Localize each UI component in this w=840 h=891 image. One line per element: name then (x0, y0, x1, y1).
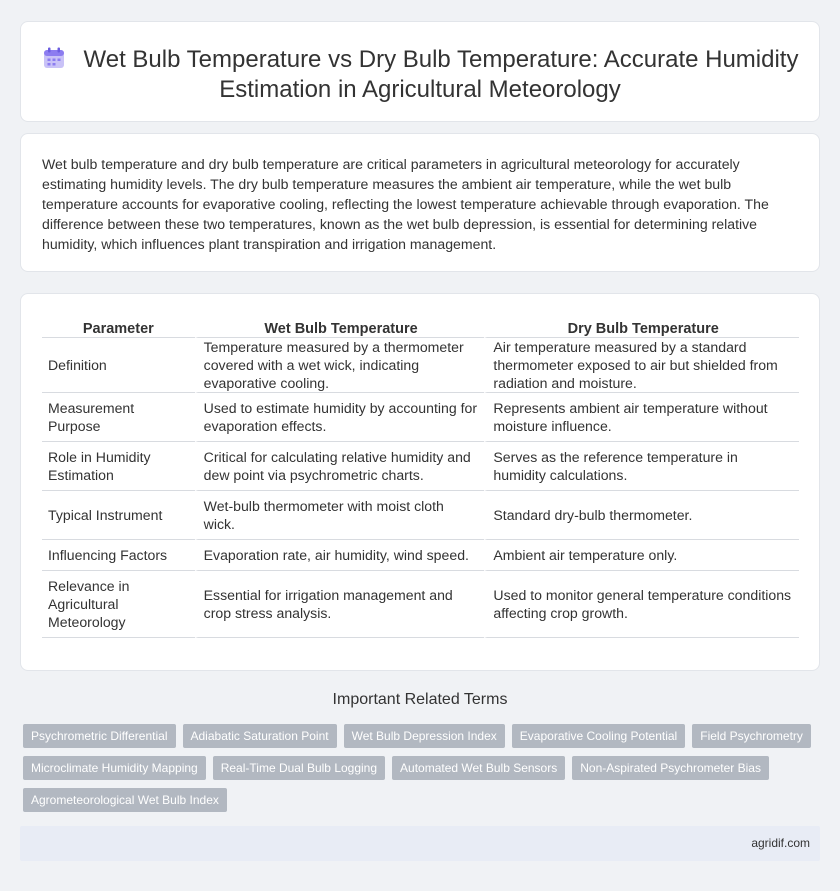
table-cell-wet-bulb: Wet-bulb thermometer with moist cloth wick. (195, 491, 485, 540)
table-header-row (42, 313, 799, 338)
table-cell-parameter: Influencing Factors (42, 540, 195, 571)
related-term-tag[interactable]: Automated Wet Bulb Sensors (392, 756, 565, 780)
table-cell-wet-bulb: Essential for irrigation management and crop stress analysis. (195, 571, 485, 638)
table-cell-parameter: Role in Humidity Estimation (42, 442, 195, 491)
table-cell-dry-bulb: Represents ambient air temperature without moisture influence. (484, 393, 799, 442)
table-cell-parameter: Measurement Purpose (42, 393, 195, 442)
related-terms-list (23, 724, 818, 820)
comparison-table (42, 313, 799, 638)
related-term-tag[interactable]: Wet Bulb Depression Index (344, 724, 505, 748)
comparison-table-card (20, 293, 820, 671)
table-cell-dry-bulb: Standard dry-bulb thermometer. (484, 491, 799, 540)
table-row (42, 393, 799, 442)
intro-card (20, 133, 820, 272)
column-header-wet-bulb: Wet Bulb Temperature (195, 313, 485, 338)
related-term-tag[interactable]: Non-Aspirated Psychrometer Bias (572, 756, 769, 780)
calendar-icon (42, 46, 66, 70)
footer-site-link[interactable]: agridif.com (751, 836, 810, 850)
related-term-tag[interactable]: Field Psychrometry (692, 724, 811, 748)
intro-paragraph: Wet bulb temperature and dry bulb temperature are critical parameters in agricultural meteorology for accurately estimating humidity levels. The dry bulb temperature measures the ambient air temperature, while the wet bulb temperature accounts for evaporative cooling, reflecting the lowest temperature achievable through evaporation. The difference between these two temperatures, known as the wet bulb depression, is essential for determining relative humidity, which influences plant transpiration and irrigation management. (42, 156, 769, 252)
footer (20, 826, 820, 861)
title-card (20, 21, 820, 122)
table-cell-dry-bulb: Used to monitor general temperature conditions affecting crop growth. (484, 571, 799, 638)
related-term-tag[interactable]: Microclimate Humidity Mapping (23, 756, 206, 780)
table-row (42, 338, 799, 393)
table-row (42, 491, 799, 540)
related-term-tag[interactable]: Evaporative Cooling Potential (512, 724, 685, 748)
column-header-dry-bulb: Dry Bulb Temperature (484, 313, 799, 338)
related-term-tag[interactable]: Psychrometric Differential (23, 724, 176, 748)
table-cell-wet-bulb: Used to estimate humidity by accounting for evaporation effects. (195, 393, 485, 442)
page-title: Wet Bulb Temperature vs Dry Bulb Temperature: Accurate Humidity Estimation in Agricultural Meteorology (83, 46, 799, 103)
related-term-tag[interactable]: Real-Time Dual Bulb Logging (213, 756, 385, 780)
table-cell-dry-bulb: Air temperature measured by a standard thermometer exposed to air but shielded from radiation and moisture. (484, 338, 799, 393)
related-terms-heading: Important Related Terms (332, 691, 508, 708)
table-cell-dry-bulb: Ambient air temperature only. (484, 540, 799, 571)
table-cell-wet-bulb: Evaporation rate, air humidity, wind speed. (195, 540, 485, 571)
table-row (42, 571, 799, 638)
related-term-tag[interactable]: Agrometeorological Wet Bulb Index (23, 788, 227, 812)
table-cell-dry-bulb: Serves as the reference temperature in humidity calculations. (484, 442, 799, 491)
table-cell-wet-bulb: Critical for calculating relative humidity and dew point via psychrometric charts. (195, 442, 485, 491)
table-row (42, 540, 799, 571)
table-cell-parameter: Typical Instrument (42, 491, 195, 540)
table-cell-parameter: Definition (42, 338, 195, 393)
column-header-parameter: Parameter (42, 313, 195, 338)
related-term-tag[interactable]: Adiabatic Saturation Point (183, 724, 337, 748)
table-cell-parameter: Relevance in Agricultural Meteorology (42, 571, 195, 638)
table-row (42, 442, 799, 491)
table-cell-wet-bulb: Temperature measured by a thermometer covered with a wet wick, indicating evaporative cooling. (195, 338, 485, 393)
